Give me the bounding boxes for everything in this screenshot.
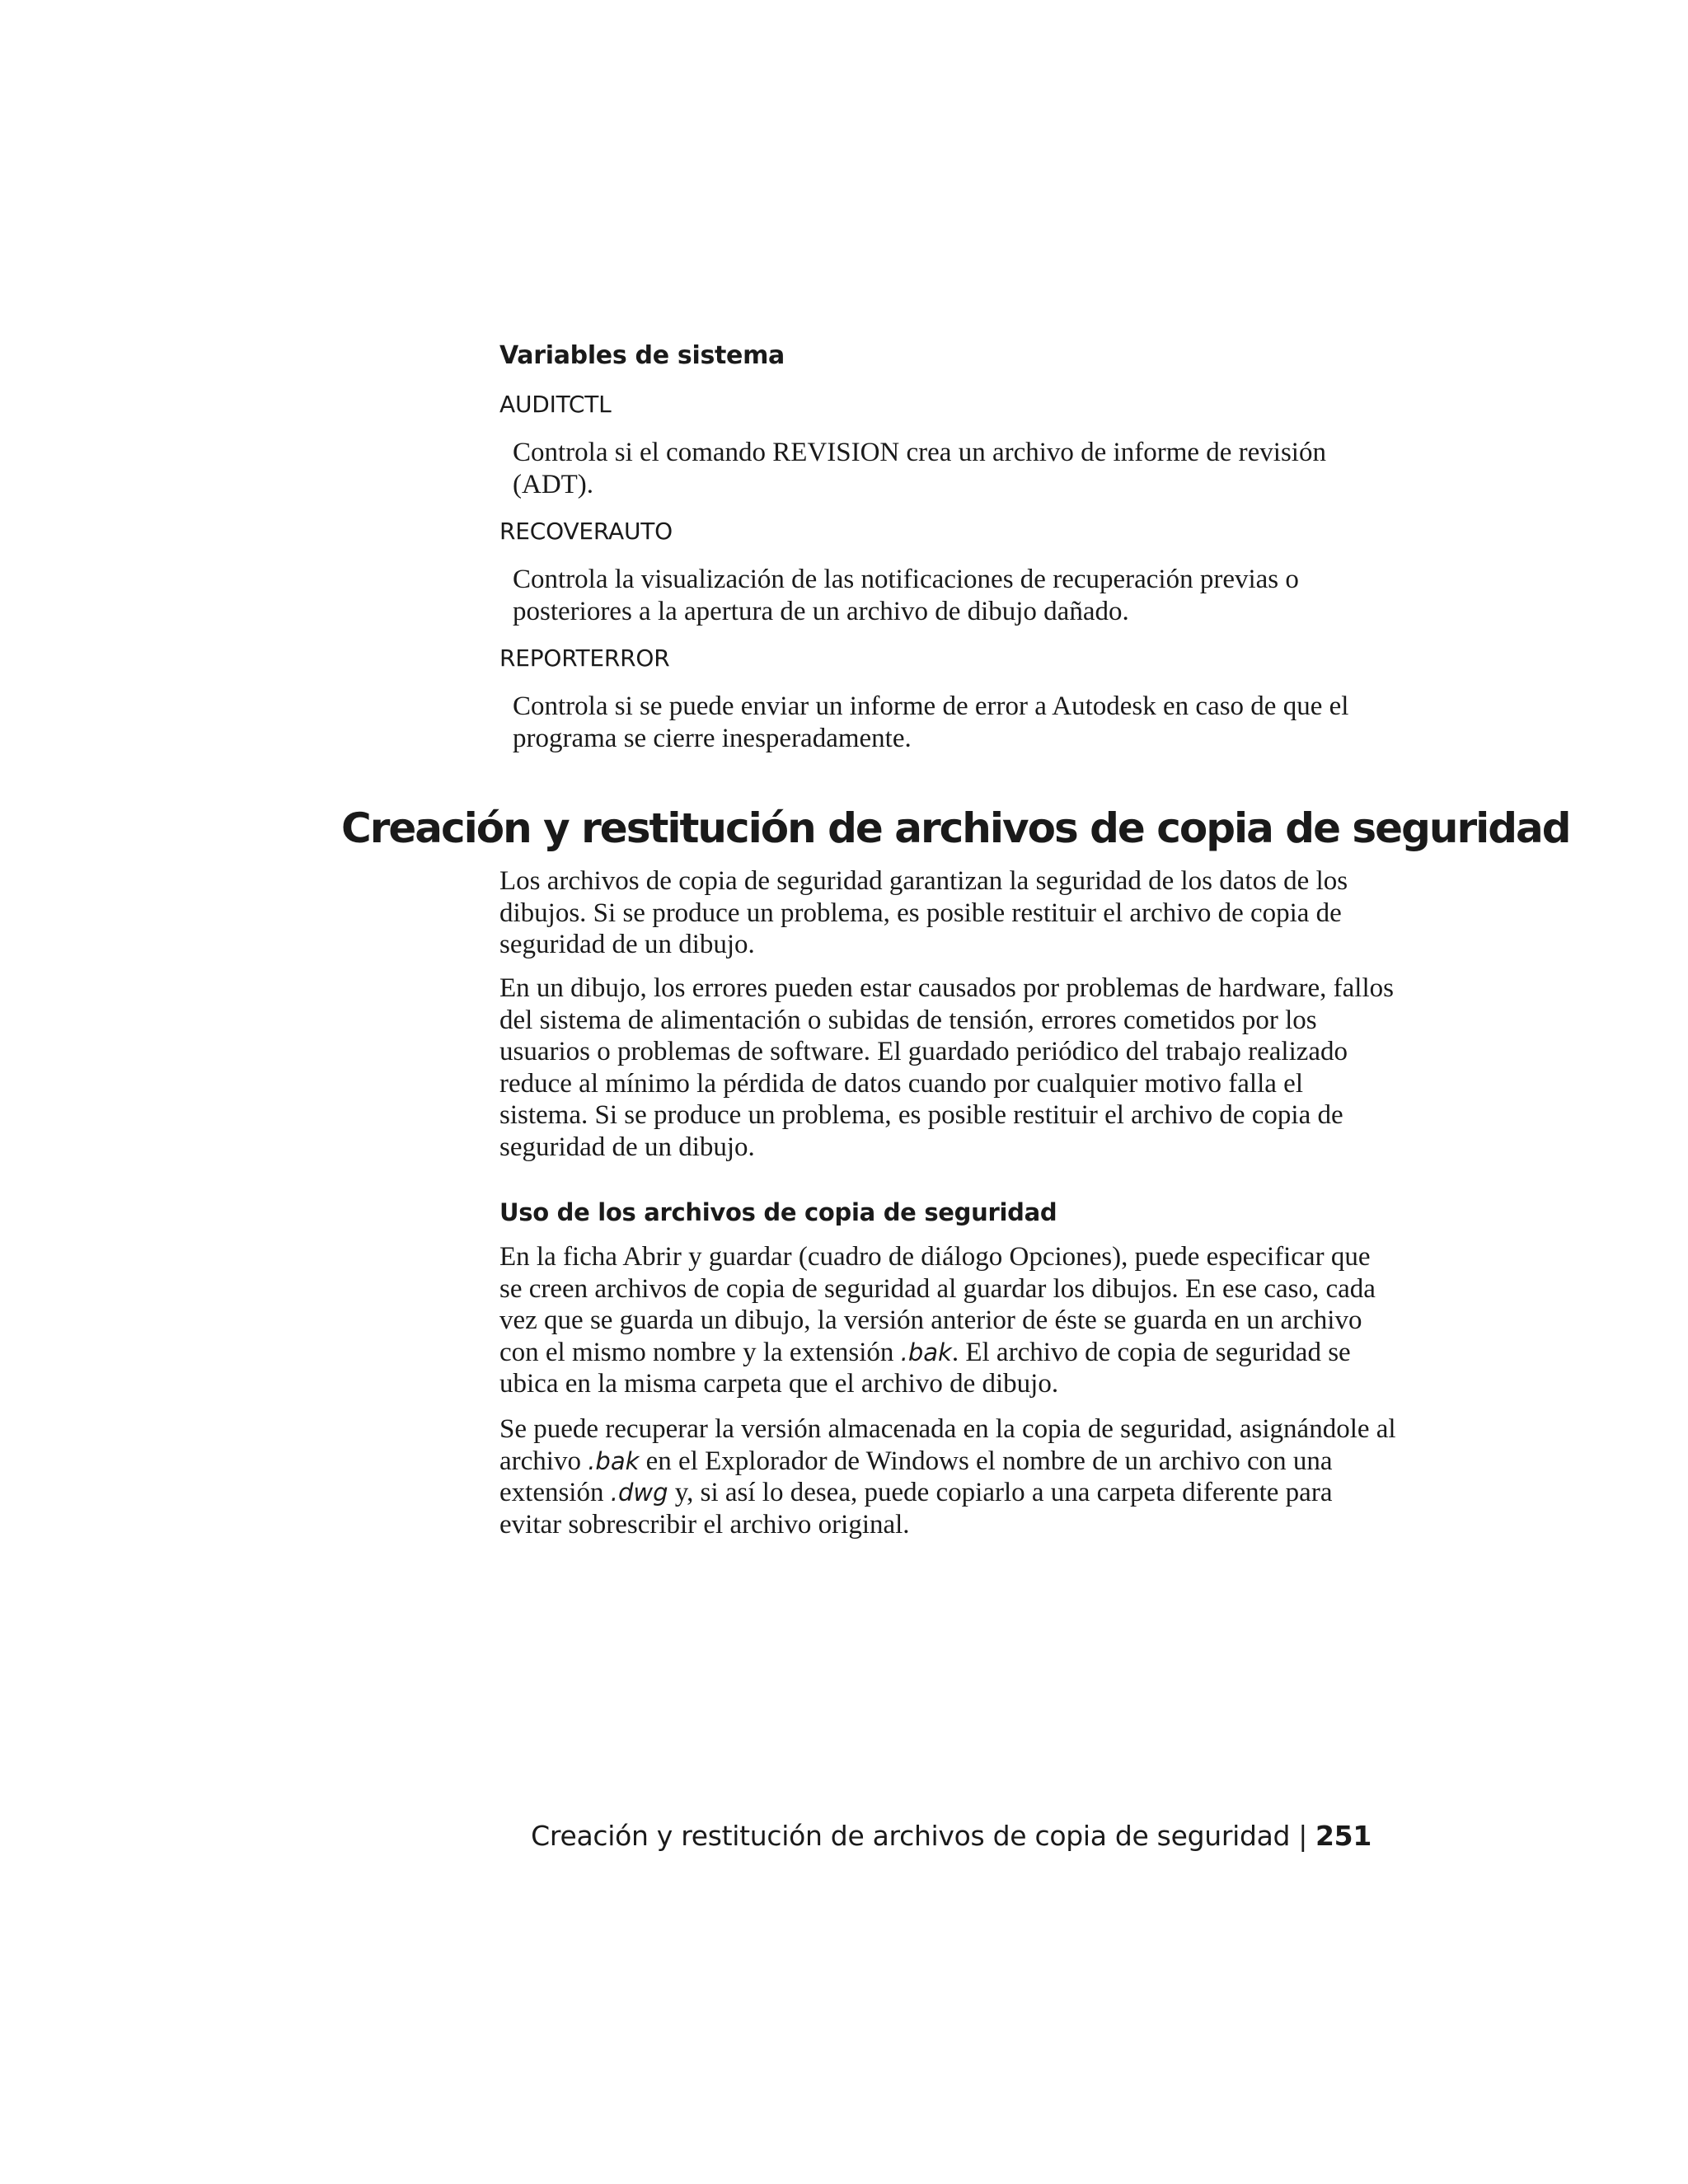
variable-name-auditctl: AUDITCTL <box>499 391 612 418</box>
subsection-paragraph-1 <box>499 1241 1398 1400</box>
variable-description-auditctl: Controla si el comando REVISION crea un archivo de informe de revisión (ADT). <box>513 438 1326 499</box>
section-paragraph-1: Los archivos de copia de seguridad garantizan la seguridad de los datos de los dibujos. Si se produce un problema, es posible restituir el archivo de copia de seguridad de un dibujo. <box>499 866 1348 959</box>
footer-separator: | <box>1298 1820 1308 1852</box>
page-footer <box>531 1820 1372 1852</box>
subsection-paragraph-2-text-b: en el Explorador de Windows el nombre de un archivo con una extensión <box>499 1446 1333 1507</box>
subsection-paragraph-2 <box>499 1413 1398 1540</box>
subsection-paragraph-2-text-a: Se puede recuperar la versión almacenada en la copia de seguridad, asignándole al archivo <box>499 1414 1396 1476</box>
bak-extension: .bak <box>900 1338 952 1366</box>
subsection-title: Uso de los archivos de copia de seguridad <box>499 1198 1057 1226</box>
system-variables-heading: Variables de sistema <box>499 341 785 370</box>
bak-extension: .bak <box>588 1446 640 1475</box>
subsection-paragraph-1-text-b: . El archivo de copia de seguridad se ubica en la misma carpeta que el archivo de dibujo. <box>499 1337 1351 1399</box>
subsection-paragraph-2-text-c: y, si así lo desea, puede copiarlo a una carpeta diferente para evitar sobrescribir el archivo original. <box>499 1478 1333 1540</box>
dwg-extension: .dwg <box>610 1479 668 1507</box>
section-paragraph-2: En un dibujo, los errores pueden estar causados por problemas de hardware, fallos del sistema de alimentación o subidas de tensión, errores cometidos por los usuarios o problemas de software. El guardado periódico del trabajo realizado reduce al mínimo la pérdida de datos cuando por cualquier motivo falla el sistema. Si se produce un problema, es posible restituir el archivo de copia de seguridad de un dibujo. <box>499 973 1394 1162</box>
variable-name-reporterror: REPORTERROR <box>499 644 670 672</box>
variable-description-reporterror: Controla si se puede enviar un informe de error a Autodesk en caso de que el programa se cierre inesperadamente. <box>513 691 1349 753</box>
subsection-paragraph-1-text-a: En la ficha Abrir y guardar (cuadro de diálogo Opciones), puede especificar que se creen archivos de copia de seguridad al guardar los dibujos. En ese caso, cada vez que se guarda un dibujo, la versión anterior de éste se guarda en un archivo con el mismo nombre y la extensión <box>499 1242 1376 1367</box>
variable-description-recoverauto: Controla la visualización de las notificaciones de recuperación previas o posteriores a la apertura de un archivo de dibujo dañado. <box>513 565 1299 626</box>
page-number: 251 <box>1315 1820 1372 1852</box>
variable-name-recoverauto: RECOVERAUTO <box>499 518 673 545</box>
section-title: Creación y restitución de archivos de copia de seguridad <box>341 804 1570 852</box>
footer-running-title: Creación y restitución de archivos de copia de seguridad <box>531 1820 1291 1852</box>
